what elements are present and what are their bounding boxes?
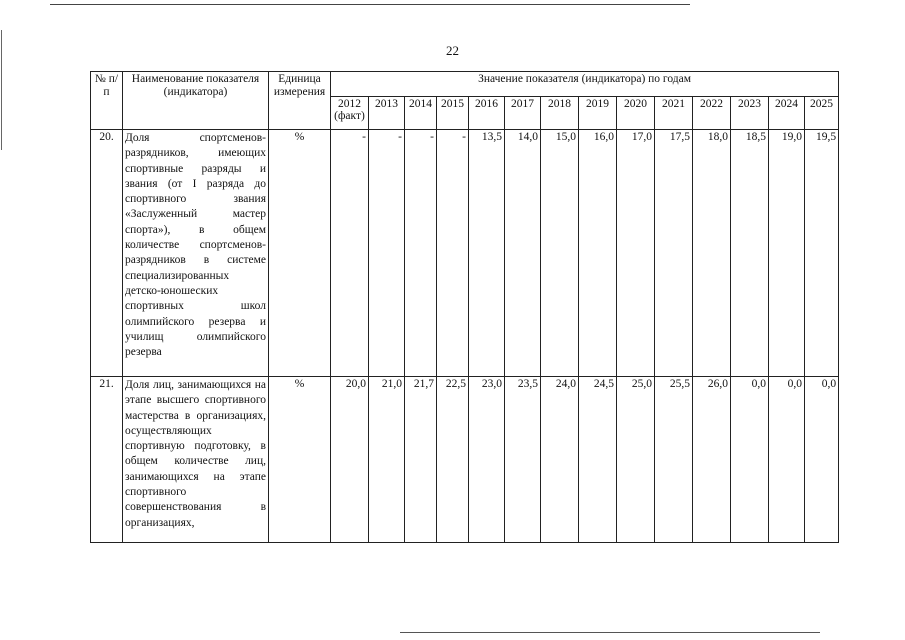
- year-header: 2021: [655, 97, 693, 130]
- year-header: 2025: [805, 97, 839, 130]
- value-cell: 17,5: [655, 130, 693, 377]
- year-header: 2020: [617, 97, 655, 130]
- table-row: [91, 377, 839, 543]
- year-header: 2019: [579, 97, 617, 130]
- year-header: 2015: [437, 97, 469, 130]
- year-header: 2018: [541, 97, 579, 130]
- unit-cell: %: [269, 377, 331, 543]
- value-cell: -: [437, 130, 469, 377]
- value-cell: 19,5: [805, 130, 839, 377]
- value-cell: 24,5: [579, 377, 617, 543]
- header-row-top: [91, 72, 839, 97]
- page-number: 22: [446, 43, 459, 58]
- value-cell: 22,5: [437, 377, 469, 543]
- year-header: 2016: [469, 97, 505, 130]
- unit-cell: %: [269, 130, 331, 377]
- value-cell: 23,0: [469, 377, 505, 543]
- value-cell: 15,0: [541, 130, 579, 377]
- indicator-name: Доля спортсменов-разрядников, имеющих спортивные разряды и звания (от I разряда до спортивного звания «Заслуженный мастер спорта»), в общем количестве спортсменов-разрядников в системе специализированных детско-юношеских спортивных школ олимпийского резерва и училищ олимпийского резерва: [123, 130, 269, 377]
- value-cell: 20,0: [331, 377, 369, 543]
- year-header: 2024: [769, 97, 805, 130]
- value-cell: -: [369, 130, 405, 377]
- value-cell: 26,0: [693, 377, 731, 543]
- year-header: 2013: [369, 97, 405, 130]
- value-cell: 25,0: [617, 377, 655, 543]
- value-cell: 18,5: [731, 130, 769, 377]
- value-cell: 0,0: [805, 377, 839, 543]
- value-cell: 18,0: [693, 130, 731, 377]
- value-cell: 25,5: [655, 377, 693, 543]
- value-cell: 21,7: [405, 377, 437, 543]
- year-header: 2017: [505, 97, 541, 130]
- value-cell: 0,0: [769, 377, 805, 543]
- table-row: [91, 130, 839, 377]
- value-cell: 16,0: [579, 130, 617, 377]
- value-cell: 14,0: [505, 130, 541, 377]
- header-num: № п/п: [91, 72, 123, 130]
- year-header: 2022: [693, 97, 731, 130]
- year-header: 2012 (факт): [331, 97, 369, 130]
- value-cell: -: [405, 130, 437, 377]
- row-number: 20.: [91, 130, 123, 377]
- value-cell: 23,5: [505, 377, 541, 543]
- row-number: 21.: [91, 377, 123, 543]
- header-values: Значение показателя (индикатора) по годам: [331, 72, 839, 97]
- value-cell: -: [331, 130, 369, 377]
- indicators-table: [90, 71, 839, 543]
- value-cell: 24,0: [541, 377, 579, 543]
- value-cell: 19,0: [769, 130, 805, 377]
- header-name: Наименование показателя (индикатора): [123, 72, 269, 130]
- header-unit: Единица измерения: [269, 72, 331, 130]
- indicator-name: Доля лиц, занимающихся на этапе высшего спортивного мастерства в организациях, осуществляющих спортивную подготовку, в общем количестве лиц, занимающихся на этапе спортивного совершенствования в организациях,: [123, 377, 269, 543]
- scan-edge-bottom: [400, 632, 820, 633]
- year-header: 2023: [731, 97, 769, 130]
- year-header: 2014: [405, 97, 437, 130]
- scan-edge-top: [50, 4, 690, 5]
- value-cell: 13,5: [469, 130, 505, 377]
- value-cell: 17,0: [617, 130, 655, 377]
- value-cell: 21,0: [369, 377, 405, 543]
- value-cell: 0,0: [731, 377, 769, 543]
